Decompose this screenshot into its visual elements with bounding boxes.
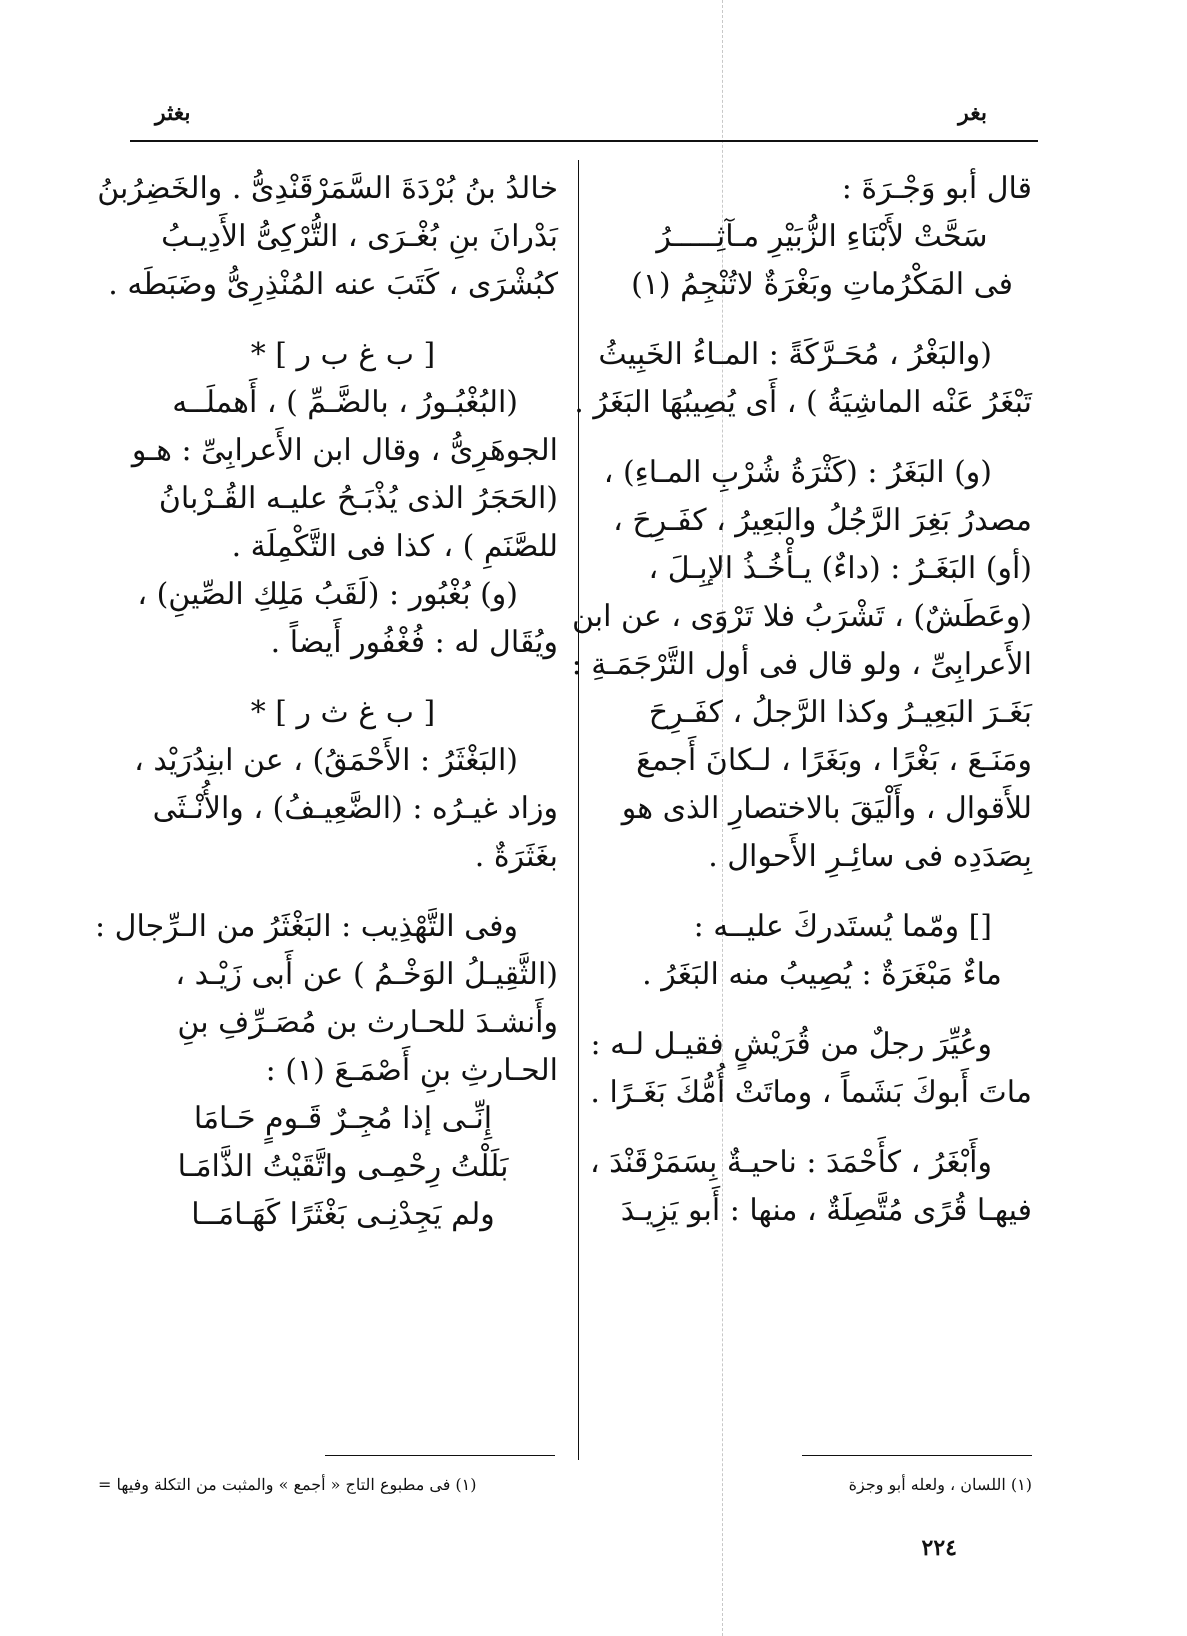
text-line: ويُقَال له : فُغْفُور أَيضاً . [270, 625, 558, 660]
text-line: للصَّنَمِ ) ، كذا فى التَّكْمِلَة . [231, 529, 558, 564]
text-line: فيهـا قُرًى مُتَّصِلَةٌ ، منها : أَبو يَزِيـدَ [620, 1193, 1032, 1228]
poem-line: ولم يَجِدْنِـى بَغْثَرًا كَهَـامَــا [191, 1197, 495, 1232]
header-rule [130, 140, 1038, 142]
column-divider [578, 160, 579, 1460]
text-line: بَدْرانَ بنِ بُغْـرَى ، التُّرْكِىُّ الأَدِيـبُ [161, 219, 558, 254]
text-line: ماءٌ مَبْغَرَةٌ : يُصِيبُ منه البَغَرُ . [642, 957, 1002, 992]
text-line: وأَنشـدَ للحـارث بن مُصَـرِّفِ بنِ [177, 1005, 558, 1040]
text-line: كبُشْرَى ، كَتَبَ عنه المُنْذِرِىُّ وضَبَطَه . [108, 267, 558, 302]
poem-line: بَلَلْتُ رِحْمِـى واتَّقَيْتُ الذَّامَـا [177, 1149, 509, 1184]
text-line: الجوهَرِىُّ ، وقال ابن الأَعرابِىِّ : هـو [131, 433, 558, 468]
paragraph-gap [612, 999, 1032, 1021]
paragraph-gap [128, 881, 558, 903]
text-line: وفى التَّهْذِيب : البَغْثَرُ من الـرِّجال : [95, 909, 518, 944]
verse-line: سَحَّتْ لأَبْنَاءِ الزُّبَيْرِ مـآثِـــــرُ [656, 219, 988, 254]
entry-heading: [ ب غ ب ر ] * [250, 337, 436, 372]
paragraph-gap [612, 1117, 1032, 1139]
running-header-left: بغثر [155, 100, 191, 126]
entry-heading: [ ب غ ث ر ] * [250, 695, 436, 730]
text-line: وزاد غيـرُه : (الضَّعِيـفُ) ، والأُنْـثَى [152, 791, 558, 826]
left-column [95, 165, 558, 1239]
text-line: (و) البَغَرُ : (كَثْرَةُ شُرْبِ المـاءِ) ، [603, 455, 992, 490]
text-line: (البُغْبُـورُ ، بالضَّـمِّ ) ، أَهملَــه [172, 385, 518, 420]
verse-line: فى المَكْرُماتِ وبَغْرَةٌ لاتُنْجِمُ (١) [631, 267, 1013, 302]
text-line: الأَعرابِىِّ ، ولو قال فى أول التَّرْجَمَـةِ : [571, 647, 1032, 682]
text-line: (الثَّقِيـلُ الوَخْـمُ ) عن أَبى زَيْـد ، [175, 957, 558, 992]
text-line: خالدُ بنُ بُرْدَةَ السَّمَرْقَنْدِىُّ . والخَضِرُبنُ [97, 171, 558, 206]
text-line: وعُيِّرَ رجلٌ من قُرَيْشٍ فقيـل لـه : [590, 1027, 992, 1062]
text-line: الحـارثِ بنِ أَصْمَـعَ (١) : [265, 1053, 558, 1088]
text-line: (أو) البَغَـرُ : (داءٌ) يـأْخُـذُ الإبِـلَ ، [648, 551, 1032, 586]
text-line: بغَثَرَةٌ . [474, 839, 558, 874]
text-line: مصدرُ بَغِرَ الرَّجُلُ والبَعِيرُ ، كفَـرِحَ ، [613, 503, 1032, 538]
paragraph-gap [612, 881, 1032, 903]
right-column [571, 165, 1032, 1235]
footnote-rule-left [325, 1455, 555, 1456]
text-line: ماتَ أَبوكَ بَشَماً ، وماتَتْ أُمُّكَ بَغَـرًا . [590, 1075, 1032, 1110]
page-number: ٢٢٤ [921, 1535, 957, 1561]
text-line: تَبْغَرُ عَنْه الماشِيَةُ ) ، أَى يُصِيبُهَا البَغَرُ . [574, 385, 1032, 420]
running-header-right: بغر [958, 100, 987, 126]
paragraph-gap [128, 667, 558, 689]
paragraph-gap [612, 427, 1032, 449]
text-line: بَغَـرَ البَعِيـرُ وكذا الرَّجلُ ، كفَـرِحَ [648, 695, 1032, 730]
text-line: (البَغْثَرُ : الأَحْمَقُ) ، عن ابنِدُرَيْد ، [134, 743, 518, 778]
text-line: بِصَدَدِه فى سائِـرِ الأَحوال . [708, 839, 1032, 874]
footnote-left: (١) فى مطبوع التاج « أجمع » والمثبت من التكلة وفيها = [98, 1475, 477, 1494]
text-line: ومَنَـعَ ، بَغْرًا ، وبَغَرًا ، لـكانَ أَجمعَ [636, 743, 1032, 778]
footnote-right: (١) اللسان ، ولعله أبو وجزة [848, 1475, 1032, 1494]
poem-line: إِنِّـى إذا مُجِـرٌ قَـومٍ حَـامَا [193, 1101, 493, 1136]
text-line: قال أبو وَجْـرَةَ : [841, 171, 1032, 206]
paragraph-gap [612, 309, 1032, 331]
text-line: (و) بُغْبُور : (لَقَبُ مَلِكِ الصِّينِ) ، [137, 577, 518, 612]
text-line: (وعَطَشٌ) ، تَشْرَبُ فلا تَرْوَى ، عن ابن [571, 599, 1032, 634]
text-line: (والبَغْرُ ، مُحَـرَّكَةً : المـاءُ الخَبِيثُ [598, 337, 992, 372]
footnote-rule-right [802, 1455, 1032, 1456]
text-line: (الحَجَرُ الذى يُذْبَـحُ عليـه القُـرْبانُ [158, 481, 558, 516]
text-line: وأَبْغَرُ ، كأَحْمَدَ : ناحيـةٌ بِسَمَرْقَنْدَ ، [589, 1145, 992, 1180]
text-line: للأَقوال ، وأَلْيَقَ بالاختصارِ الذى هو [621, 791, 1032, 826]
text-line: [] ومّما يُستَدركَ عليــه : [693, 909, 992, 944]
paragraph-gap [128, 309, 558, 331]
